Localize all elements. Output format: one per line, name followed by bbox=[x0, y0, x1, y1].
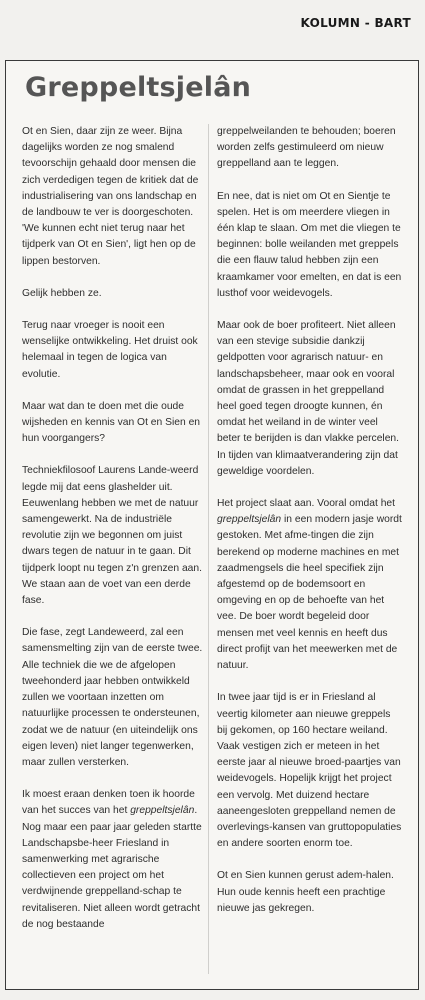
paragraph: Gelijk hebben ze. bbox=[22, 287, 102, 299]
section-header: KOLUMN - BART bbox=[300, 16, 411, 30]
paragraph: En nee, dat is niet om Ot en Sientje te spelen. Het is om meerdere vliegen in één klap te slaan. Om met die vliegen te beginnen: bolle weilanden met greppels die een flauw talud hebben zijn een kraamkamer voor emelten, en dat is een lusthof voor weidevogels. bbox=[217, 190, 402, 299]
paragraph: Terug naar vroeger is nooit een wenselijke ontwikkeling. Het druist ook helemaal in tegen de logica van evolutie. bbox=[22, 320, 198, 380]
left-column bbox=[22, 124, 208, 933]
text-run: . Nog maar een paar jaar geleden startte Landschapsbe-heer Friesland in samenwerking met agrarische collectieven een project om het verdwijnende greppelland-schap te revitaliseren. Niet alleen wordt getracht de nog bestaande bbox=[22, 805, 202, 930]
text-run: in een modern jasje wordt gestoken. Met afme-tingen die zijn berekend op moderne machines en met zaadmengsels die heel specifiek zijn afgestemd op de bodemsoort en omgeving en op de behoefte van het vee. De boer wordt begeleid door mensen met veel kennis en heeft dus direct profijt van het meewerken met de natuur. bbox=[217, 514, 402, 672]
emphasis-term: greppeltsjelân bbox=[130, 805, 195, 817]
paragraph: Ot en Sien, daar zijn ze weer. Bijna dagelijks worden ze nog smalend tevoorschijn gehaald door mensen die zich verdedigen tegen de kritiek dat de industrialisering van ons landschap en de landbouw te ver is doorgeschoten. 'We kunnen echt niet terug naar het tijdperk van Ot en Sien', ligt hen op de lippen bestorven. bbox=[22, 126, 199, 267]
emphasis-term: greppeltsjelân bbox=[217, 514, 282, 526]
right-column bbox=[217, 124, 403, 917]
column-divider bbox=[208, 124, 209, 974]
paragraph: Ot en Sien kunnen gerust adem-halen. Hun oude kennis heeft een prachtige nieuwe jas gekregen. bbox=[217, 870, 394, 914]
paragraph: Maar ook de boer profiteert. Niet alleen van een stevige subsidie dankzij geldpotten voor agrarisch natuur- en landschapsbeheer, maar ook en vooral omdat de grassen in het greppelland heel goed tegen droogte kunnen, én omdat het weiland in de winter veel beter te berijden is dan vlakke percelen. In tijden van klimaatverandering zijn dat geweldige voordelen. bbox=[217, 320, 400, 477]
text-run: Het project slaat aan. Vooral omdat het bbox=[217, 498, 396, 510]
paragraph bbox=[22, 787, 208, 933]
text-run: Ik moest eraan denken toen ik hoorde van het succes van het bbox=[22, 789, 195, 817]
paragraph: Die fase, zegt Landeweerd, zal een samensmelting zijn van de eerste twee. Alle techniek die we de afgelopen tweehonderd jaar hebben ontwikkeld zullen we voortaan inzetten om natuurlijke processen te ondersteunen, zodat we de natuur (en uiteindelijk ons eigen leven) niet langer tegenwerken, maar zullen versterken. bbox=[22, 627, 203, 768]
article-title: Greppeltsjelân bbox=[25, 72, 252, 103]
paragraph bbox=[217, 496, 403, 674]
paragraph: Techniekfilosoof Laurens Lande-weerd legde mij dat eens glashelder uit. Eeuwenlang hebben we met de natuur samengewerkt. Na de industriële revolutie zijn we begonnen om juist dwars tegen de natuur in te gaan. Dit tijdperk loopt nu tegen z'n grenzen aan. We staan aan de voet van een derde fase. bbox=[22, 465, 202, 607]
paragraph: In twee jaar tijd is er in Friesland al veertig kilometer aan nieuwe greppels bij gekomen, op 160 hectare weiland. Vaak vestigen zich er meteen in het eerste jaar al nieuwe broed-paartjes van weidevogels. Hopelijk krijgt het project een vervolg. Met duizend hectare aaneengesloten greppelland nemen de overlevings-kansen van gruttopopulaties en andere soorten enorm toe. bbox=[217, 692, 402, 850]
paragraph: greppelweilanden te behouden; boeren worden zelfs gestimuleerd om nieuw greppelland aan te leggen. bbox=[217, 126, 396, 170]
paragraph: Maar wat dan te doen met die oude wijsheden en kennis van Ot en Sien en hun voorgangers? bbox=[22, 400, 201, 445]
